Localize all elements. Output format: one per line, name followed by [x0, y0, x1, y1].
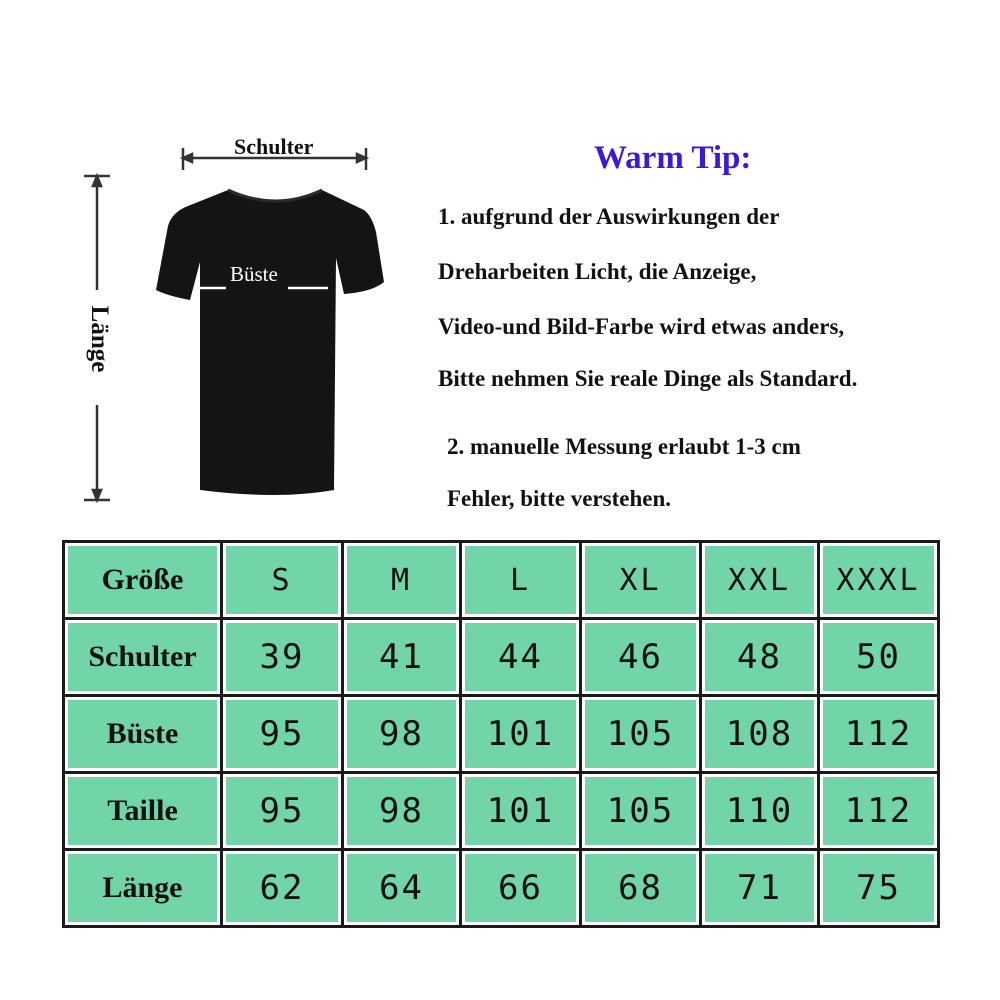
- row-label: Büste: [64, 696, 222, 773]
- table-cell: 66: [461, 850, 581, 927]
- tip-line: 1. aufgrund der Auswirkungen der: [438, 204, 780, 229]
- tip-line: Dreharbeiten Licht, die Anzeige,: [438, 259, 757, 284]
- table-cell: 48: [701, 619, 819, 696]
- table-cell: 105: [581, 773, 701, 850]
- table-cell: 46: [581, 619, 701, 696]
- table-cell: 95: [222, 773, 343, 850]
- row-label: Taille: [64, 773, 222, 850]
- table-cell: 95: [222, 696, 343, 773]
- tip-line: Video-und Bild-Farbe wird etwas anders,: [438, 314, 845, 339]
- table-cell: 71: [701, 850, 819, 927]
- table-header-row: [64, 542, 939, 619]
- table-cell: 110: [701, 773, 819, 850]
- size-chart-table: [62, 540, 940, 928]
- header-cell: M: [343, 542, 461, 619]
- shoulder-label: Schulter: [234, 134, 314, 159]
- table-cell: 68: [581, 850, 701, 927]
- table-cell: 112: [819, 773, 939, 850]
- table-cell: 41: [343, 619, 461, 696]
- table-cell: 98: [343, 773, 461, 850]
- shirt-illustration: [0, 0, 430, 530]
- header-cell-size: Größe: [64, 542, 222, 619]
- table-cell: 39: [222, 619, 343, 696]
- table-cell: 75: [819, 850, 939, 927]
- table-row: [64, 619, 939, 696]
- tshirt-shape: [156, 190, 384, 495]
- header-cell: XL: [581, 542, 701, 619]
- length-label: Länge: [86, 305, 113, 373]
- tip-line: Bitte nehmen Sie reale Dinge als Standard.: [438, 366, 858, 391]
- table-cell: 62: [222, 850, 343, 927]
- tip-line: Fehler, bitte verstehen.: [447, 486, 671, 511]
- table-cell: 50: [819, 619, 939, 696]
- table-row: [64, 696, 939, 773]
- header-cell: S: [222, 542, 343, 619]
- table-cell: 44: [461, 619, 581, 696]
- warm-tip-title: Warm Tip:: [594, 140, 752, 176]
- table-row: [64, 773, 939, 850]
- bust-label: Büste: [230, 262, 278, 286]
- table-cell: 108: [701, 696, 819, 773]
- header-cell: L: [461, 542, 581, 619]
- table-cell: 64: [343, 850, 461, 927]
- header-cell: XXL: [701, 542, 819, 619]
- table-cell: 98: [343, 696, 461, 773]
- table-cell: 112: [819, 696, 939, 773]
- shirt-diagram: [0, 0, 430, 530]
- row-label: Länge: [64, 850, 222, 927]
- table-row: [64, 850, 939, 927]
- table-cell: 105: [581, 696, 701, 773]
- header-cell: XXXL: [819, 542, 939, 619]
- tip-line: 2. manuelle Messung erlaubt 1-3 cm: [447, 434, 801, 459]
- table-cell: 101: [461, 773, 581, 850]
- row-label: Schulter: [64, 619, 222, 696]
- table-cell: 101: [461, 696, 581, 773]
